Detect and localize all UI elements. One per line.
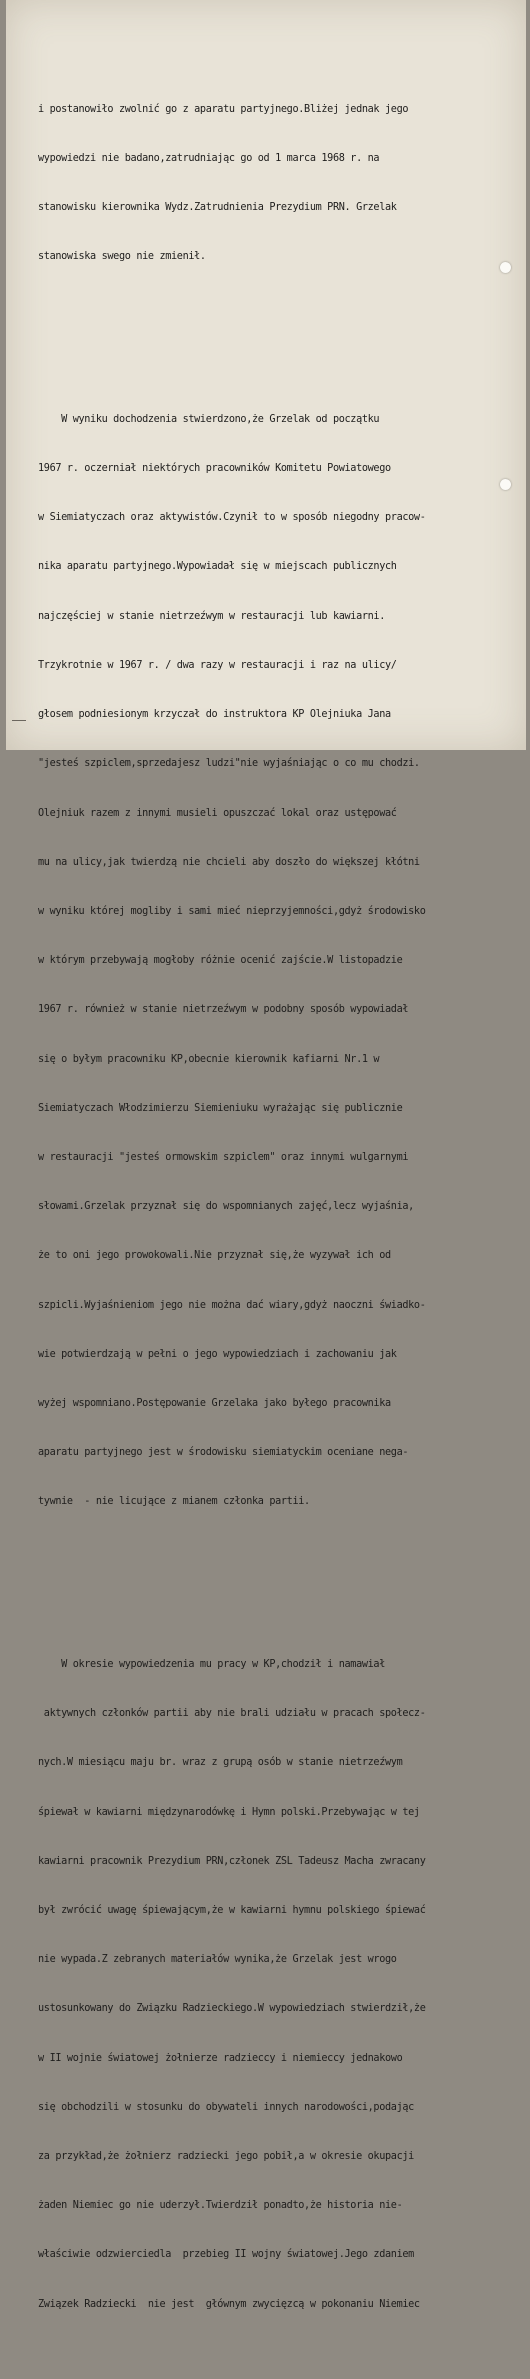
- text-line: nika aparatu partyjnego.Wypowiadał się w miejscach publicznych: [38, 561, 397, 573]
- paragraph-gap: [38, 331, 510, 346]
- paragraph-1: [38, 69, 510, 299]
- text-line: szpicli.Wyjaśnieniom jego nie można dać wiary,gdyż naoczni świadko-: [38, 1299, 426, 1311]
- text-line: najczęściej w stanie nietrzeźwym w restauracji lub kawiarni.: [38, 610, 386, 622]
- text-line: właściwie odzwierciedla przebieg II wojny światowej.Jego zdaniem: [38, 2249, 414, 2261]
- text-line: i postanowiło zwolnić go z aparatu partyjnego.Bliżej jednak jego: [38, 103, 409, 115]
- text-line: kawiarni pracownik Prezydium PRN,członek ZSL Tadeusz Macha zwracany: [38, 1855, 426, 1867]
- text-line: aparatu partyjnego jest w środowisku siemiatyckim oceniane nega-: [38, 1447, 409, 1459]
- text-line: głosem podniesionym krzyczał do instruktora KP Olejniuka Jana: [38, 709, 391, 721]
- text-line: nych.W miesiącu maju br. wraz z grupą osób w stanie nietrzeźwym: [38, 1757, 403, 1769]
- text-line: w restauracji "jesteś ormowskim szpiclem" oraz innymi wulgarnymi: [38, 1151, 409, 1163]
- paragraph-2: [38, 379, 510, 1543]
- text-line: w którym przebywają mogłoby różnie ocenić zajście.W listopadzie: [38, 955, 403, 967]
- text-line: w Siemiatyczach oraz aktywistów.Czynił to w sposób niegodny pracow-: [38, 512, 426, 524]
- text-line: Olejniuk razem z innymi musieli opuszczać lokal oraz ustępować: [38, 807, 397, 819]
- text-line: się obchodzili w stosunku do obywateli innych narodowości,podając: [38, 2101, 414, 2113]
- text-line: W okresie wypowiedzenia mu pracy w KP,chodził i namawiał: [38, 1658, 386, 1670]
- text-line: że to oni jego prowokowali.Nie przyznał się,że wyzywał ich od: [38, 1250, 391, 1262]
- text-line: Siemiatyczach Włodzimierzu Siemieniuku wyrażając się publicznie: [38, 1102, 403, 1114]
- document-page: [6, 0, 526, 2310]
- text-line: 1967 r. również w stanie nietrzeźwym w podobny sposób wypowiadał: [38, 1004, 409, 1016]
- text-line: Związek Radziecki nie jest głównym zwycięzcą w pokonaniu Niemiec: [38, 2298, 420, 2310]
- text-line: stanowiska swego nie zmienił.: [38, 251, 206, 263]
- paragraph-gap: [38, 1576, 510, 1591]
- text-line: tywnie - nie licujące z mianem członka partii.: [38, 1496, 310, 1508]
- paragraph-3: [38, 1624, 510, 2346]
- text-line: mu na ulicy,jak twierdzą nie chcieli aby doszło do większej kłótni: [38, 856, 420, 868]
- text-line: wypowiedzi nie badano,zatrudniając go od 1 marca 1968 r. na: [38, 152, 380, 164]
- text-line: wyżej wspomniano.Postępowanie Grzelaka jako byłego pracownika: [38, 1397, 391, 1409]
- text-line: się o byłym pracowniku KP,obecnie kierownik kafiarni Nr.1 w: [38, 1053, 380, 1065]
- text-line: słowami.Grzelak przyznał się do wspomnianych zajęć,lecz wyjaśnia,: [38, 1201, 414, 1213]
- text-line: aktywnych członków partii aby nie brali udziału w pracach społecz-: [38, 1708, 426, 1720]
- text-line: "jesteś szpiclem,sprzedajesz ludzi"nie wyjaśniając o co mu chodzi.: [38, 758, 420, 770]
- text-line: stanowisku kierownika Wydz.Zatrudnienia Prezydium PRN. Grzelak: [38, 202, 397, 214]
- text-line: nie wypada.Z zebranych materiałów wynika,że Grzelak jest wrogo: [38, 1954, 397, 1966]
- text-line: 1967 r. oczerniał niektórych pracowników Komitetu Powiatowego: [38, 463, 391, 475]
- text-line: w II wojnie światowej żołnierze radzieccy i niemieccy jednakowo: [38, 2052, 403, 2064]
- text-line: ustosunkowany do Związku Radzieckiego.W wypowiedziach stwierdził,że: [38, 2003, 426, 2015]
- text-line: śpiewał w kawiarni międzynarodówkę i Hymn polski.Przebywając w tej: [38, 1806, 420, 1818]
- text-line: za przykład,że żołnierz radziecki jego pobił,a w okresie okupacji: [38, 2151, 414, 2163]
- text-line: Trzykrotnie w 1967 r. / dwa razy w restauracji i raz na ulicy/: [38, 659, 397, 671]
- document-body: [38, 36, 510, 2379]
- text-line: wie potwierdzają w pełni o jego wypowiedziach i zachowaniu jak: [38, 1348, 397, 1360]
- edge-mark: [12, 720, 26, 721]
- text-line: żaden Niemiec go nie uderzył.Twierdził ponadto,że historia nie-: [38, 2200, 403, 2212]
- text-line: w wyniku której mogliby i sami mieć nieprzyjemności,gdyż środowisko: [38, 905, 426, 917]
- text-line: był zwrócić uwagę śpiewającym,że w kawiarni hymnu polskiego śpiewać: [38, 1905, 426, 1916]
- text-line: W wyniku dochodzenia stwierdzono,że Grzelak od początku: [38, 413, 380, 425]
